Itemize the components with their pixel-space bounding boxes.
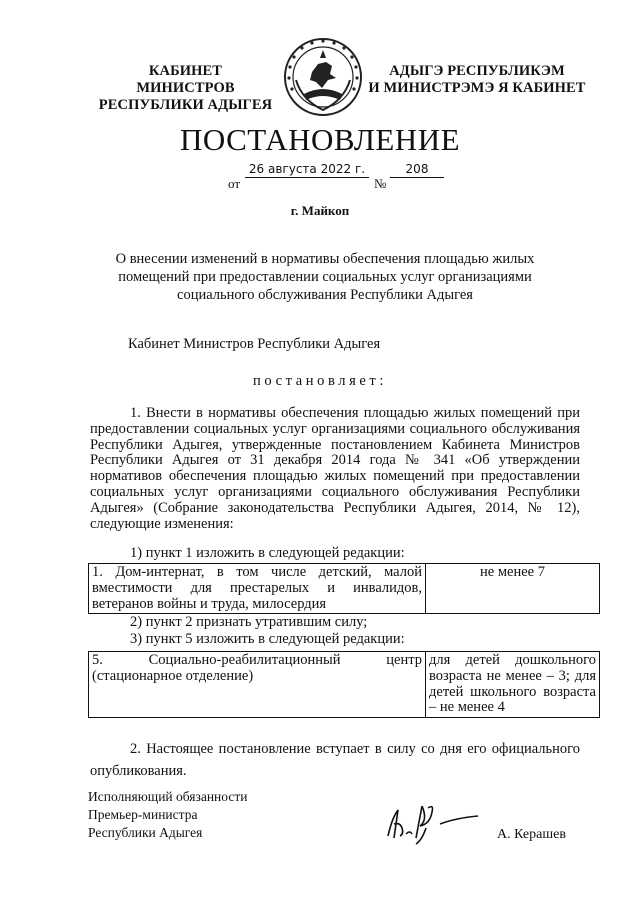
signatory-line-1: Исполняющий обязанности [88,789,248,804]
city: г. Майкоп [290,203,350,218]
decree-word: постановляет: [253,373,387,389]
date-prefix: от [228,176,241,191]
table-cell-left: 5. Социально-реабилитационный центр (стационарное отделение) [89,652,426,718]
subpoint-3: 3) пункт 5 изложить в следующей редакции: [130,631,405,647]
coat-of-arms-icon [282,36,364,118]
document-title: ПОСТАНОВЛЕНИЕ [179,122,461,157]
table-row [89,652,600,718]
number-label: № [374,176,387,191]
issuer-header-right [366,63,588,97]
header-right-line-1: АДЫГЭ РЕСПУБЛИКЭМ [389,63,565,79]
header-left-line-1: КАБИНЕТ МИНИСТРОВ [136,63,235,96]
signatory-line-2: Премьер-министра [88,807,198,822]
handwritten-signature-icon [382,800,482,846]
issuer-header-left [98,63,273,114]
document-number: 208 [390,162,444,178]
document-date: 26 августа 2022 г. [245,162,369,178]
header-left-line-2: РЕСПУБЛИКИ АДЫГЕЯ [98,97,273,113]
table-row [89,564,600,614]
subpoint-2: 2) пункт 2 признать утратившим силу; [130,614,368,630]
header-right-line-2: И МИНИСТРЭМЭ Я КАБИНЕТ [368,80,586,96]
table-point-1 [88,563,600,614]
table-cell-right: не менее 7 [426,564,600,614]
subpoint-1: 1) пункт 1 изложить в следующей редакции: [130,545,405,561]
table-cell-right: для детей дошкольного возраста не менее – 3; для детей школьного возраста – не менее 4 [426,652,600,718]
table-cell-left: 1. Дом-интернат, в том числе детский, малой вместимости для престарелых и инвалидов, ветеранов войны и труда, милосердия [89,564,426,614]
point-2: 2. Настоящее постановление вступает в силу со дня его официального опубликования. [90,741,580,779]
signatory-position [88,788,247,842]
signatory-line-3: Республики Адыгея [88,825,203,840]
table-point-5 [88,651,600,718]
point-1: 1. Внести в нормативы обеспечения площадью жилых помещений при предоставлении социальных услуг организациями социального обслуживания Республики Адыгея, утвержденные постановлением Кабинета Министров Республики Адыгея от 31 декабря 2014 года № 341 «Об утверждении нормативов обеспечения площадью жилых помещений при предоставлении социальных услуг организациями социального обслуживания Республики Адыгея» (Собрание законодательства Республики Адыгея, 2014, № 12), следующие изменения: [90,405,580,532]
signatory-name: А. Керашев [497,827,566,842]
document-subject: О внесении изменений в нормативы обеспечения площадью жилых помещений при предоставлении социальных услуг организациями социального обслуживания Республики Адыгея [115,251,535,303]
issuer-line: Кабинет Министров Республики Адыгея [128,336,381,352]
